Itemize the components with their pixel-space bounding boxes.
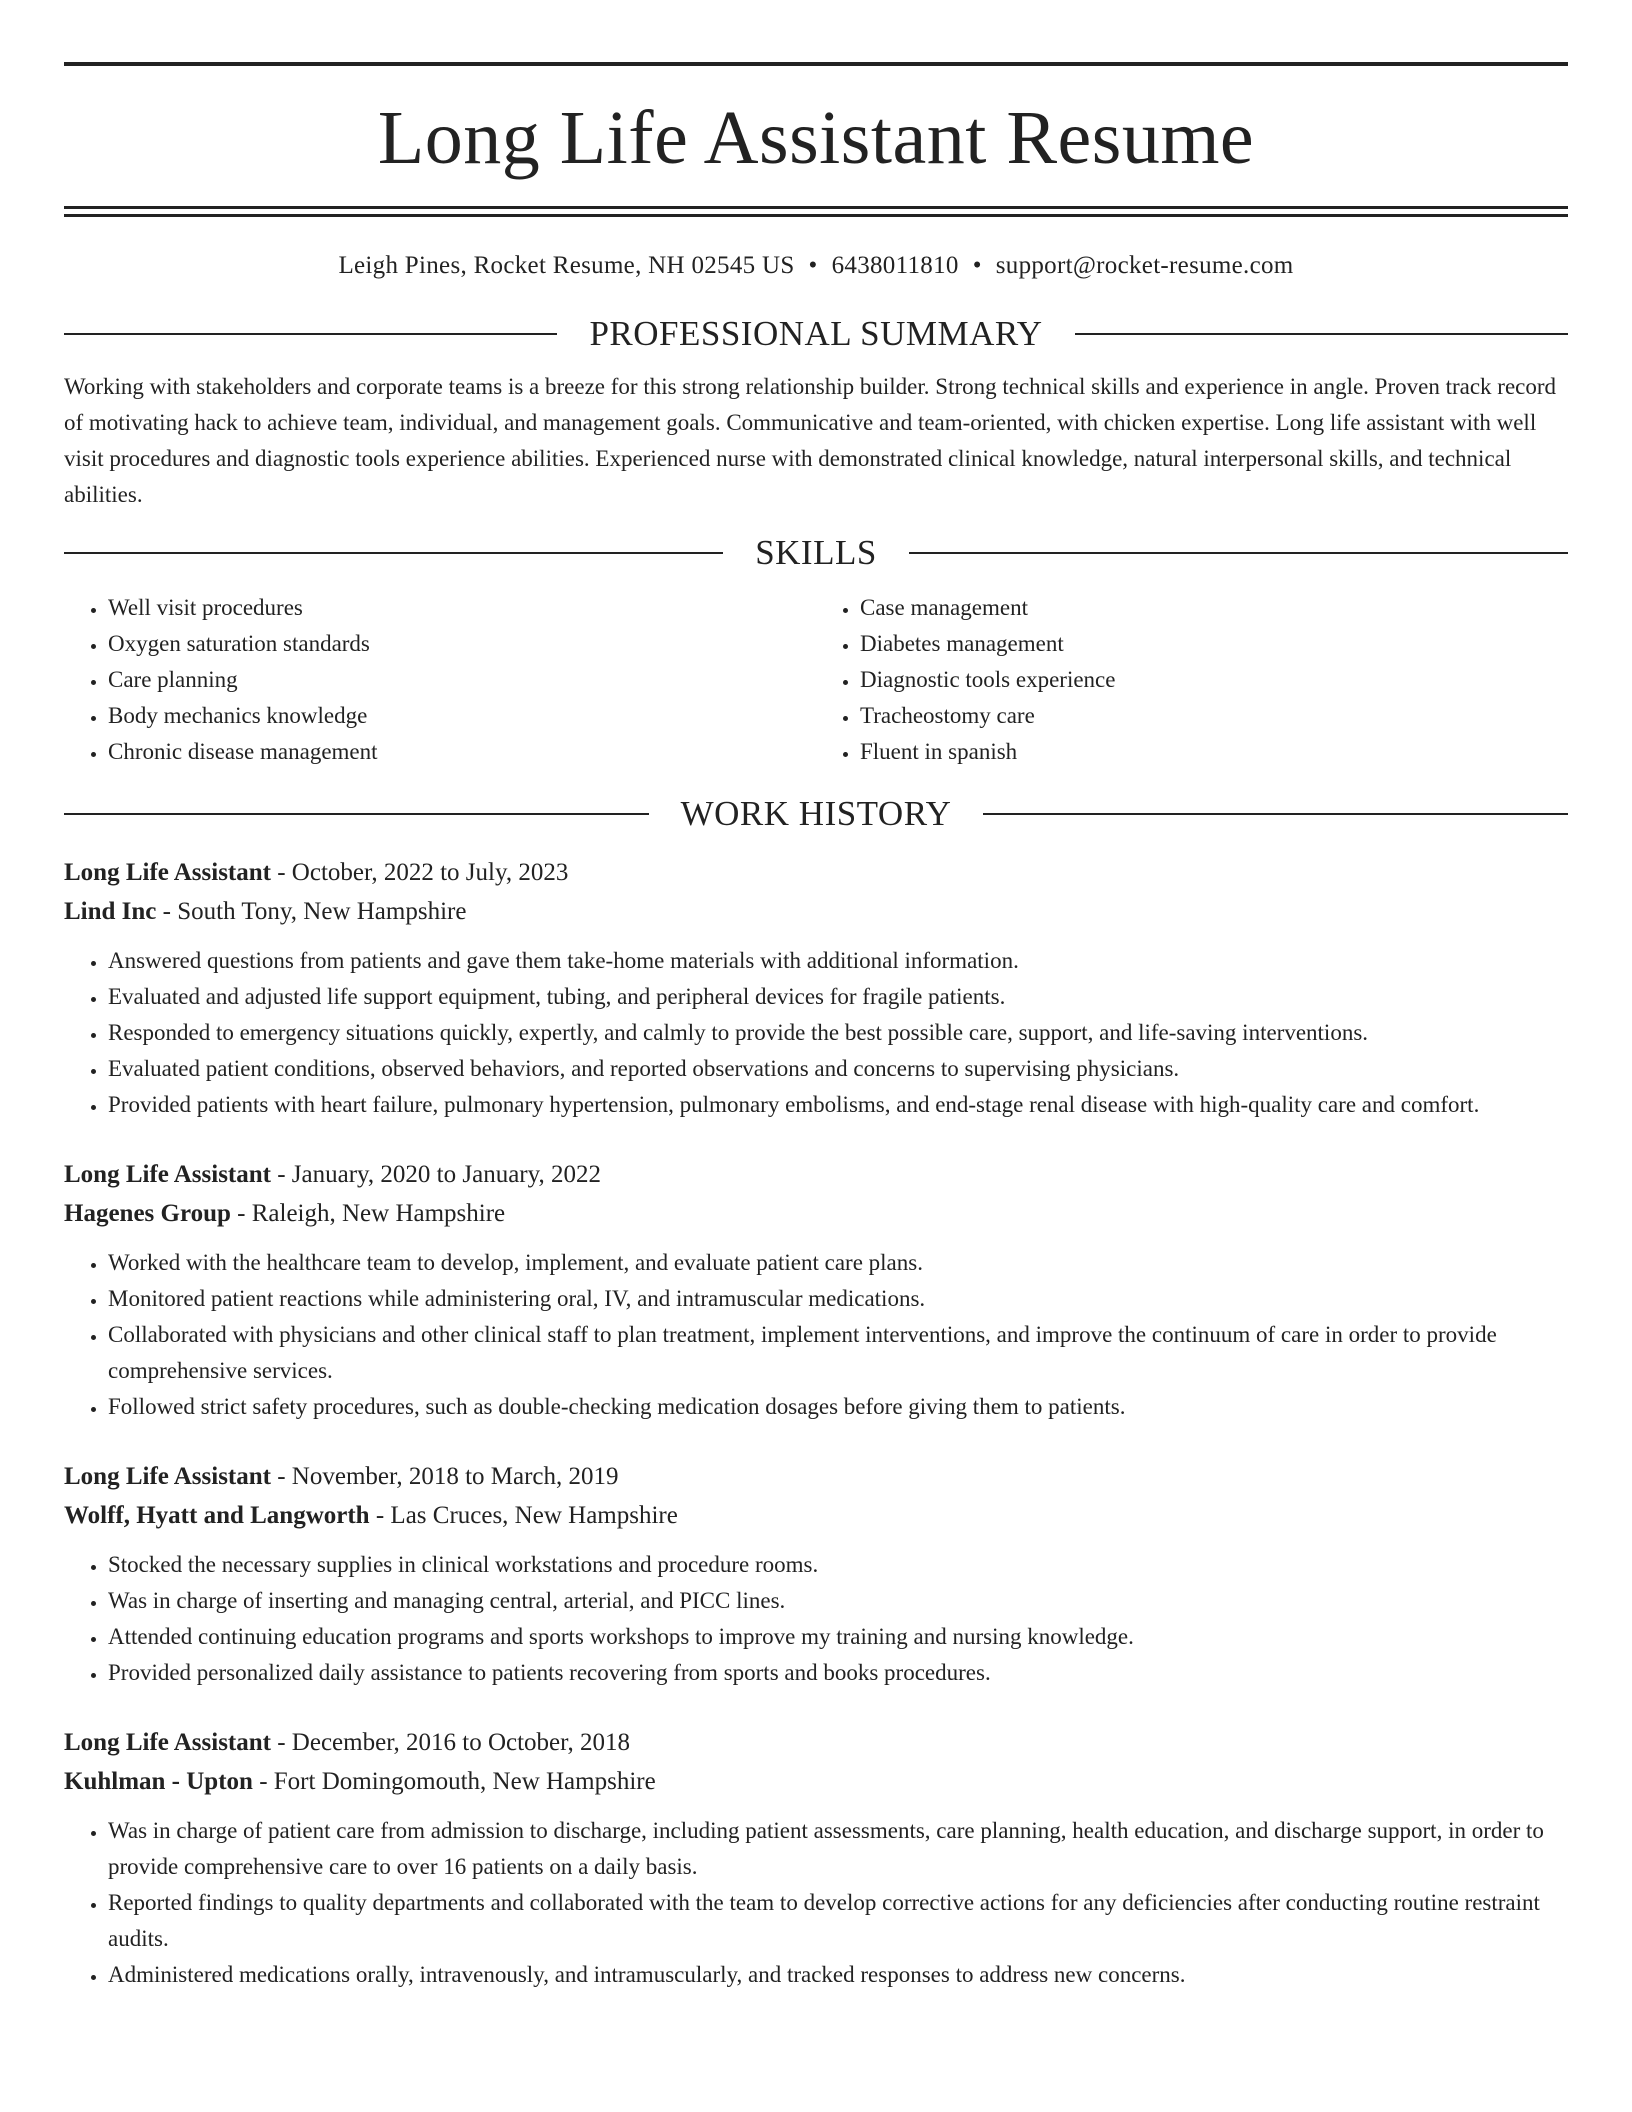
job-title-line <box>64 853 1568 892</box>
job-duty: • Provided personalized daily assistance to patients recovering from sports and books procedures. <box>108 1655 1568 1691</box>
contact-email: support@rocket-resume.com <box>995 252 1294 279</box>
job-duty: • Was in charge of patient care from admission to discharge, including patient assessments, care planning, health education, and discharge support, in order to provide comprehensive care to over 16 patients on a daily basis. <box>108 1813 1568 1885</box>
work-history-section-heading <box>64 796 1568 831</box>
skill-item: • Tracheostomy care <box>860 698 1568 734</box>
company-line <box>64 1762 1568 1801</box>
skill-item: • Well visit procedures <box>108 590 816 626</box>
job-duty: • Worked with the healthcare team to develop, implement, and evaluate patient care plans. <box>108 1245 1568 1281</box>
skill-item: • Case management <box>860 590 1568 626</box>
job-entry <box>64 853 1568 1123</box>
heading-rule-right <box>983 813 1568 815</box>
job-title: Long Life Assistant <box>64 1463 271 1490</box>
work-history-heading: WORK HISTORY <box>680 794 952 833</box>
company-name: Hagenes Group <box>64 1200 231 1227</box>
job-duty: • Responded to emergency situations quickly, expertly, and calmly to provide the best possible care, support, and life-saving interventions. <box>108 1015 1568 1051</box>
job-duty: • Attended continuing education programs and sports workshops to improve my training and nursing knowledge. <box>108 1619 1568 1655</box>
company-location: - South Tony, New Hampshire <box>156 898 467 925</box>
job-duties-list <box>64 1547 1568 1691</box>
job-title-line <box>64 1723 1568 1762</box>
heading-rule-left <box>64 552 723 554</box>
job-duties-list <box>64 1245 1568 1425</box>
contact-line <box>64 253 1568 278</box>
job-duty: • Evaluated patient conditions, observed behaviors, and reported observations and concerns to supervising physicians. <box>108 1051 1568 1087</box>
job-duties-list <box>64 943 1568 1123</box>
skill-item: • Fluent in spanish <box>860 734 1568 770</box>
skills-list <box>64 590 1568 770</box>
job-duty: • Was in charge of inserting and managing central, arterial, and PICC lines. <box>108 1583 1568 1619</box>
job-title: Long Life Assistant <box>64 1161 271 1188</box>
company-line <box>64 1194 1568 1233</box>
job-dates: - October, 2022 to July, 2023 <box>270 859 569 886</box>
heading-rule-left <box>64 813 649 815</box>
summary-section-heading <box>64 316 1568 351</box>
job-entry <box>64 1723 1568 1993</box>
job-title: Long Life Assistant <box>64 1729 271 1756</box>
job-duty: • Evaluated and adjusted life support equipment, tubing, and peripheral devices for fragile patients. <box>108 979 1568 1015</box>
heading-rule-left <box>64 333 557 335</box>
company-location: - Raleigh, New Hampshire <box>230 1200 506 1227</box>
job-title: Long Life Assistant <box>64 859 271 886</box>
company-line <box>64 892 1568 931</box>
job-title-line <box>64 1155 1568 1194</box>
job-dates: - January, 2020 to January, 2022 <box>270 1161 602 1188</box>
job-duties-list <box>64 1813 1568 1993</box>
company-name: Wolff, Hyatt and Langworth <box>64 1502 370 1529</box>
job-title-line <box>64 1457 1568 1496</box>
job-duty: • Administered medications orally, intravenously, and intramuscularly, and tracked responses to address new concerns. <box>108 1957 1568 1993</box>
contact-separator: • <box>972 252 982 279</box>
heading-rule-right <box>909 552 1568 554</box>
contact-phone: 6438011810 <box>831 252 959 279</box>
skill-item: • Diagnostic tools experience <box>860 662 1568 698</box>
job-entry <box>64 1155 1568 1425</box>
skill-item: • Care planning <box>108 662 816 698</box>
professional-summary-text: Working with stakeholders and corporate teams is a breeze for this strong relationship builder. Strong technical skills and experience in angle. Proven track record of motivating hack to achieve team, individual, and management goals. Communicative and team-oriented, with chicken expertise. Long life assistant with well visit procedures and diagnostic tools experience abilities. Experienced nurse with demonstrated clinical knowledge, natural interpersonal skills, and technical abilities. <box>64 374 1557 507</box>
skill-item: • Diabetes management <box>860 626 1568 662</box>
heading-rule-right <box>1075 333 1568 335</box>
job-duty: • Monitored patient reactions while administering oral, IV, and intramuscular medications. <box>108 1281 1568 1317</box>
contact-separator: • <box>808 252 818 279</box>
job-duty: • Stocked the necessary supplies in clinical workstations and procedure rooms. <box>108 1547 1568 1583</box>
summary-heading: PROFESSIONAL SUMMARY <box>589 314 1043 353</box>
skills-heading: SKILLS <box>755 533 877 572</box>
job-duty: • Provided patients with heart failure, pulmonary hypertension, pulmonary embolisms, and end-stage renal disease with high-quality care and comfort. <box>108 1087 1568 1123</box>
page-title: Long Life Assistant Resume <box>377 96 1255 180</box>
job-dates: - November, 2018 to March, 2019 <box>270 1463 619 1490</box>
contact-address: Leigh Pines, Rocket Resume, NH 02545 US <box>338 252 795 279</box>
company-name: Lind Inc <box>64 898 157 925</box>
company-location: - Las Cruces, New Hampshire <box>369 1502 678 1529</box>
skills-column-left <box>64 590 816 770</box>
job-duty: • Followed strict safety procedures, such as double-checking medication dosages before giving them to patients. <box>108 1389 1568 1425</box>
job-duty: • Answered questions from patients and gave them take-home materials with additional information. <box>108 943 1568 979</box>
company-location: - Fort Domingomouth, New Hampshire <box>252 1768 656 1795</box>
job-duty: • Reported findings to quality departments and collaborated with the team to develop corrective actions for any deficiencies after conducting routine restraint audits. <box>108 1885 1568 1957</box>
skills-section-heading <box>64 535 1568 570</box>
skill-item: • Body mechanics knowledge <box>108 698 816 734</box>
skill-item: • Oxygen saturation standards <box>108 626 816 662</box>
skill-item: • Chronic disease management <box>108 734 816 770</box>
title-double-rule <box>64 206 1568 217</box>
top-rule <box>64 62 1568 66</box>
skills-column-right <box>816 590 1568 770</box>
job-duty: • Collaborated with physicians and other clinical staff to plan treatment, implement interventions, and improve the continuum of care in order to provide comprehensive services. <box>108 1317 1568 1389</box>
company-name: Kuhlman - Upton <box>64 1768 253 1795</box>
job-dates: - December, 2016 to October, 2018 <box>270 1729 630 1756</box>
job-entry <box>64 1457 1568 1691</box>
company-line <box>64 1496 1568 1535</box>
